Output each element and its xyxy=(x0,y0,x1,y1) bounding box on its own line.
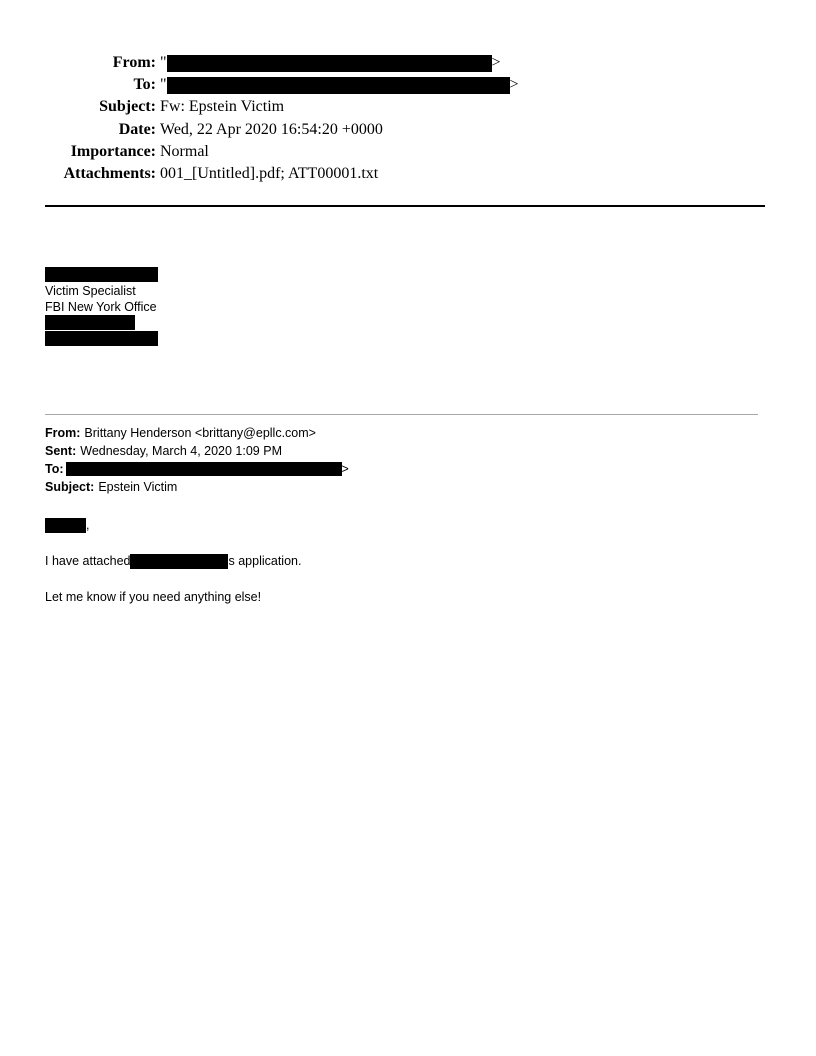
forwarded-sent-value: Wednesday, March 4, 2020 1:09 PM xyxy=(80,444,282,458)
redaction-block xyxy=(45,331,158,346)
forwarded-from-value: Brittany Henderson <brittany@epllc.com> xyxy=(84,426,316,440)
redaction-block xyxy=(130,554,228,569)
redaction-block xyxy=(45,315,135,330)
header-from-label: From: xyxy=(112,54,156,72)
header-divider xyxy=(45,205,765,207)
header-date-value: Wed, 22 Apr 2020 16:54:20 +0000 xyxy=(160,120,383,138)
forwarded-sent-label: Sent: xyxy=(45,444,77,458)
to-quote: " xyxy=(160,76,167,94)
signature-phone-row xyxy=(45,315,158,331)
signature-block xyxy=(45,267,158,347)
redaction-block xyxy=(167,55,492,72)
forwarded-to-angle: > xyxy=(341,462,349,476)
redaction-block xyxy=(45,267,158,282)
header-importance-value: Normal xyxy=(160,142,209,160)
from-quote: " xyxy=(160,54,167,72)
forwarded-to-label: To: xyxy=(45,462,64,476)
forwarded-from-row xyxy=(45,424,349,442)
header-attachments-row xyxy=(0,163,816,185)
from-angle: > xyxy=(491,54,501,72)
attached-suffix: s application. xyxy=(228,554,302,568)
header-to-row xyxy=(0,74,816,96)
header-attachments-value: 001_[Untitled].pdf; ATT00001.txt xyxy=(160,165,379,183)
message-body xyxy=(45,516,301,624)
forwarded-subject-row xyxy=(45,478,349,496)
email-header xyxy=(0,52,816,185)
redaction-block xyxy=(66,462,342,476)
header-importance-row xyxy=(0,141,816,163)
forwarded-from-label: From: xyxy=(45,426,81,440)
greeting-line xyxy=(45,516,301,534)
header-importance-label: Importance: xyxy=(70,142,156,160)
header-subject-label: Subject: xyxy=(99,98,156,116)
signature-title: Victim Specialist xyxy=(45,284,136,298)
greeting-comma: , xyxy=(86,518,90,532)
body-line-closing: Let me know if you need anything else! xyxy=(45,590,262,604)
to-angle: > xyxy=(509,76,519,94)
body-line-attached xyxy=(45,552,301,570)
attached-prefix: I have attached xyxy=(45,554,131,568)
header-subject-value: Fw: Epstein Victim xyxy=(160,98,285,116)
signature-office: FBI New York Office xyxy=(45,300,157,314)
signature-email-row xyxy=(45,331,158,347)
signature-name-row xyxy=(45,267,158,283)
forwarded-subject-label: Subject: xyxy=(45,480,95,494)
forwarded-to-row xyxy=(45,460,349,478)
header-attachments-label: Attachments: xyxy=(63,165,156,183)
header-date-row xyxy=(0,119,816,141)
header-from-value xyxy=(160,54,501,72)
header-date-label: Date: xyxy=(118,120,156,138)
header-to-label: To: xyxy=(133,76,156,94)
header-to-value xyxy=(160,76,519,94)
redaction-block xyxy=(45,518,86,533)
header-from-row xyxy=(0,52,816,74)
forwarded-subject-value: Epstein Victim xyxy=(98,480,178,494)
forward-divider xyxy=(45,414,758,415)
header-subject-row xyxy=(0,96,816,118)
forwarded-header xyxy=(45,424,349,496)
forwarded-sent-row xyxy=(45,442,349,460)
redaction-block xyxy=(167,77,510,94)
